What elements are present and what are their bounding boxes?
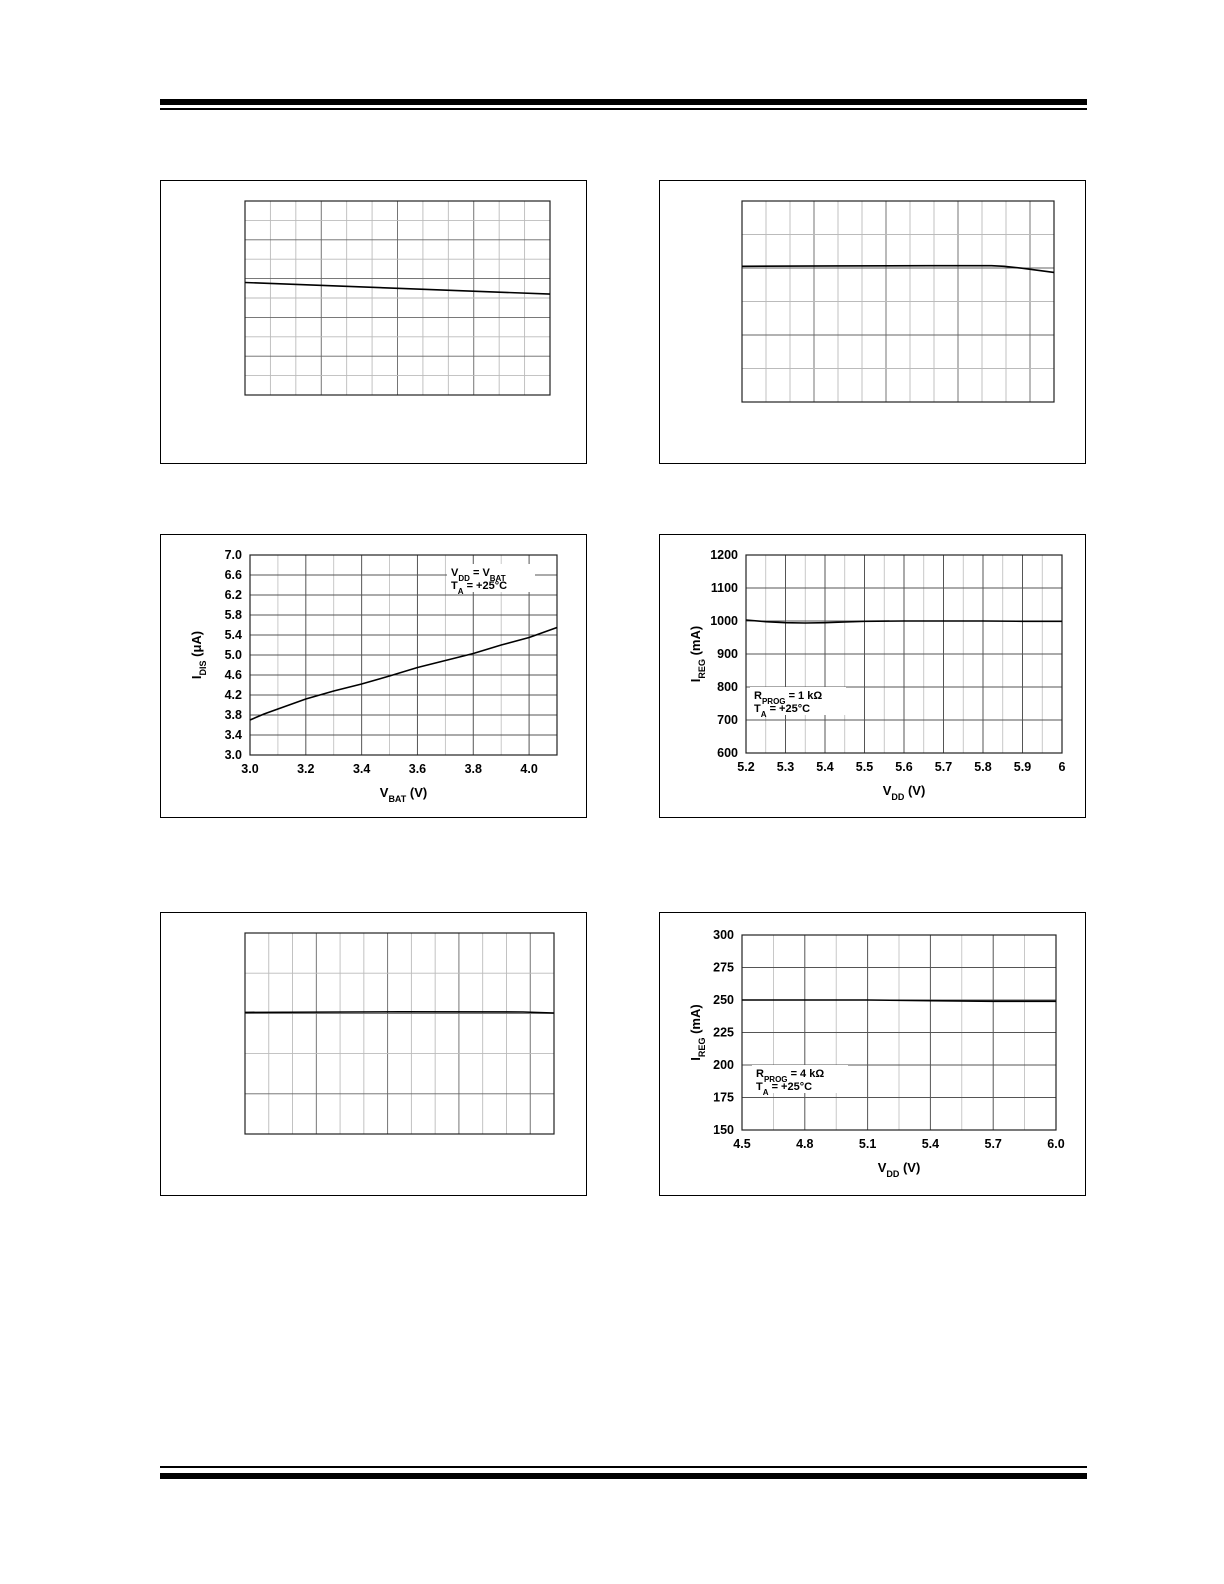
y-tick-label: 4.6 [224, 668, 242, 682]
annotation-text: $T_A = +25^\circ C$ [451, 580, 508, 596]
y-tick-label: 150 [713, 1123, 734, 1137]
x-tick-label: 6.0 [1047, 1137, 1065, 1151]
x-tick-label: 5.2 [737, 760, 755, 774]
y-tick-label: 1000 [710, 614, 738, 628]
x-tick-label: 4.0 [520, 762, 538, 776]
x-tick-label: 3.2 [297, 762, 315, 776]
x-tick-label: 3.0 [241, 762, 259, 776]
x-tick-label: 5.4 [816, 760, 834, 774]
grid [245, 201, 550, 395]
chart-panel-bottom-right [659, 912, 1086, 1196]
grid [742, 201, 1054, 402]
chart-panel-mid-left [160, 534, 587, 818]
chart-regulated-current-4k [660, 913, 1087, 1197]
annotation-text: $V_{DD} = V_{BAT}$ [451, 567, 506, 583]
y-tick-label: 7.0 [224, 548, 242, 562]
x-tick-label: 3.8 [464, 762, 482, 776]
y-tick-label: 250 [713, 993, 734, 1007]
y-axis-label: $I_{REG}$ (mA) [688, 1004, 707, 1061]
y-tick-label: 3.0 [224, 748, 242, 762]
chart-bottom-left [161, 913, 588, 1197]
y-tick-label: 1100 [710, 581, 738, 595]
annotation-text: $T_A = +25^\circ C$ [754, 703, 811, 719]
header-rule-thick [160, 99, 1087, 105]
grid [746, 555, 1062, 753]
x-tick-label: 5.6 [895, 760, 913, 774]
plot-frame [245, 933, 554, 1134]
y-tick-label: 900 [717, 647, 738, 661]
x-axis-label: $V_{DD}$ (V) [877, 1160, 921, 1179]
y-tick-label: 3.4 [224, 728, 242, 742]
x-axis-label: $V_{DD}$ (V) [882, 783, 926, 802]
chart-panel-top-left [160, 180, 587, 464]
y-tick-label: 4.2 [224, 688, 242, 702]
chart-panel-top-right [659, 180, 1086, 464]
x-tick-label: 5.8 [974, 760, 992, 774]
y-axis-label: $I_{DIS}$ (μA) [189, 630, 208, 680]
x-tick-label: 5.5 [855, 760, 874, 774]
chart-battery-discharge-current [161, 535, 588, 819]
x-tick-label: 5.7 [984, 1137, 1002, 1151]
annotation-text: $R_{PROG} = 1$ kΩ [754, 690, 823, 706]
x-tick-label: 5.4 [921, 1137, 940, 1151]
series-line [245, 1012, 554, 1013]
y-tick-label: 700 [717, 713, 738, 727]
x-tick-label: 6 [1058, 760, 1066, 774]
y-tick-label: 175 [713, 1090, 734, 1105]
chart-panel-bottom-left [160, 912, 587, 1196]
chart-regulated-current-1k [660, 535, 1087, 819]
y-tick-label: 275 [713, 960, 734, 975]
y-axis-label: $I_{REG}$ (mA) [688, 625, 707, 683]
series-line [742, 266, 1054, 273]
y-tick-label: 300 [713, 928, 734, 942]
y-tick-label: 600 [717, 746, 738, 760]
y-tick-label: 6.6 [224, 568, 242, 582]
x-tick-label: 4.5 [733, 1137, 751, 1151]
y-tick-label: 800 [717, 680, 738, 694]
footer-rule-thick [160, 1473, 1087, 1479]
x-tick-label: 5.9 [1013, 760, 1032, 774]
x-tick-label: 5.3 [776, 760, 795, 774]
x-axis-label: $V_{BAT}$ (V) [379, 785, 428, 804]
y-tick-label: 5.4 [224, 628, 242, 642]
grid [742, 935, 1056, 1130]
x-tick-label: 4.8 [796, 1137, 814, 1151]
y-tick-label: 5.8 [224, 608, 242, 622]
header-rule-thin [160, 108, 1087, 110]
y-tick-label: 3.8 [224, 708, 242, 722]
y-tick-label: 225 [713, 1025, 734, 1040]
series-line [250, 628, 557, 721]
x-tick-label: 3.4 [352, 762, 371, 776]
y-tick-label: 200 [713, 1058, 734, 1072]
y-tick-label: 6.2 [224, 588, 242, 602]
chart-top-left [161, 181, 588, 465]
grid [245, 933, 554, 1134]
annotation-text: $T_A = +25^\circ C$ [756, 1081, 813, 1097]
x-tick-label: 3.6 [408, 762, 427, 776]
y-tick-label: 1200 [710, 548, 738, 562]
chart-top-right [660, 181, 1087, 465]
x-tick-label: 5.1 [858, 1137, 877, 1151]
y-tick-label: 5.0 [224, 648, 242, 662]
footer-rule-thin [160, 1466, 1087, 1468]
x-tick-label: 5.7 [934, 760, 953, 774]
chart-panel-mid-right [659, 534, 1086, 818]
annotation-text: $R_{PROG} = 4$ kΩ [756, 1068, 825, 1084]
